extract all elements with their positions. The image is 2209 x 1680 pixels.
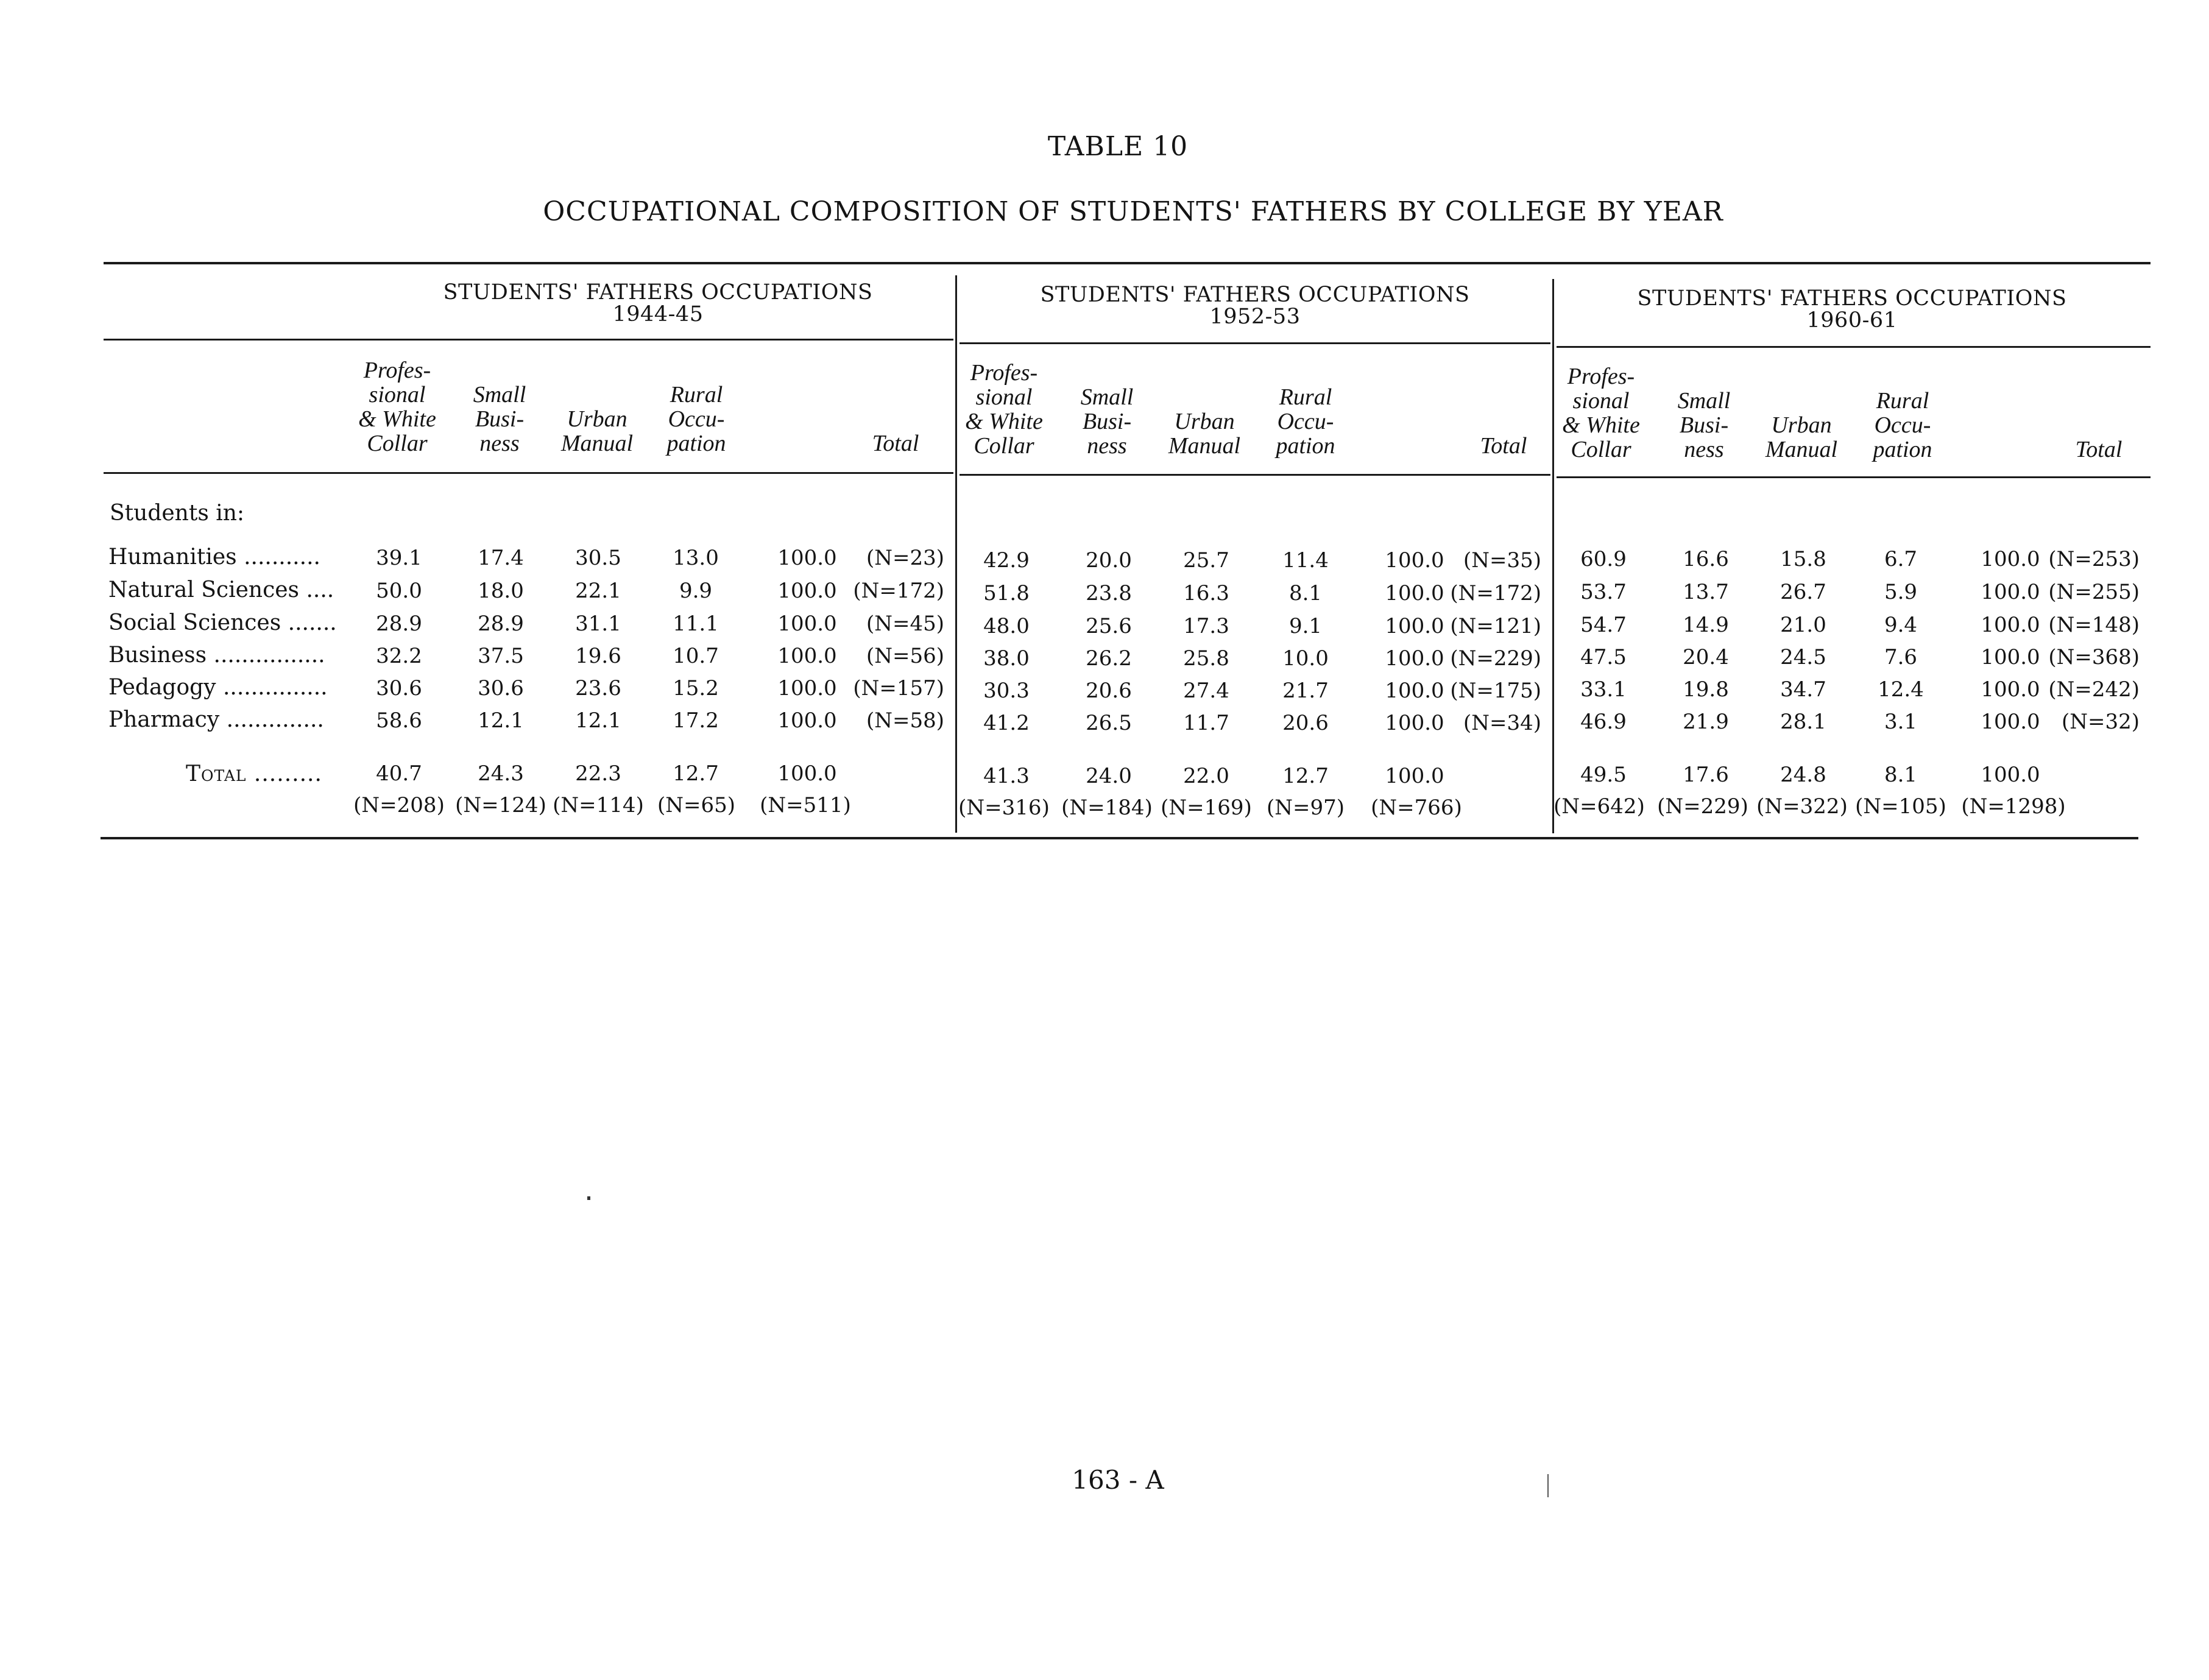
table-cell: 11.7: [1183, 711, 1229, 735]
row-label: Social Sciences .......: [108, 610, 337, 635]
col-head-line: Small: [473, 382, 526, 408]
table-cell: 34.7: [1780, 677, 1826, 702]
table-cell: 28.9: [376, 612, 422, 636]
total-n: (N=114): [553, 793, 644, 817]
col-head-line: Small: [1677, 388, 1731, 414]
group-year: 1960-61: [1806, 308, 1898, 333]
col-head-line: & White: [1562, 412, 1640, 438]
col-head-urban: [561, 407, 633, 456]
total-n: (N=1298): [1961, 794, 2066, 819]
page-number: 163 - A: [1072, 1465, 1164, 1495]
table-cell: 20.6: [1282, 711, 1329, 735]
row-group-label: Students in:: [110, 501, 245, 526]
n-count: (N=175): [1450, 679, 1541, 703]
col-head-line: Occu-: [1874, 412, 1931, 438]
col-head-line: Manual: [1765, 437, 1838, 462]
table-cell: 58.6: [376, 708, 422, 733]
row-label: Pedagogy ...............: [108, 675, 328, 700]
col-head-line: sional: [369, 382, 426, 408]
col-head-line: Rural: [670, 382, 723, 408]
table-cell: 54.7: [1580, 613, 1627, 637]
col-head-line: Profes-: [363, 358, 431, 383]
table-cell: 100.0: [777, 579, 837, 603]
table-cell: 7.6: [1884, 645, 1918, 669]
table-cell: 30.5: [575, 546, 621, 570]
group-heading-text: STUDENTS' FATHERS OCCUPATIONS: [1637, 286, 2067, 311]
col-head-line: ness: [1684, 437, 1724, 462]
table-cell: 50.0: [376, 579, 422, 603]
col-head-line: pation: [1276, 433, 1335, 459]
group-divider-1: [955, 275, 957, 833]
group-heading-rule-1: [104, 339, 953, 341]
col-head-rural: [1276, 385, 1335, 458]
table-cell: 39.1: [376, 546, 422, 570]
table-cell: 28.9: [478, 612, 524, 636]
table-cell: 100.0: [1981, 580, 2040, 604]
col-head-line: Small: [1080, 384, 1134, 410]
table-cell: 5.9: [1884, 580, 1918, 604]
n-count: (N=45): [866, 612, 944, 636]
col-head-line: Rural: [1279, 384, 1332, 410]
table-cell: 32.2: [376, 644, 422, 668]
col-head-line: sional: [1572, 388, 1630, 414]
bottom-rule: [101, 837, 2138, 839]
table-cell: 13.0: [673, 546, 719, 570]
total-pct: 17.6: [1683, 763, 1729, 787]
col-head-line: Profes-: [970, 360, 1038, 386]
col-head-small: [473, 383, 526, 456]
col-head-total: Total: [1480, 433, 1527, 459]
table-subtitle: OCCUPATIONAL COMPOSITION OF STUDENTS' FATHERS BY COLLEGE BY YEAR: [543, 196, 1723, 227]
scan-mark: [1547, 1474, 1549, 1497]
col-head-small: [1678, 389, 1731, 462]
table-cell: 12.1: [575, 708, 621, 733]
table-cell: 23.6: [575, 676, 621, 701]
col-head-line: Busi-: [1679, 412, 1729, 438]
table-cell: 9.1: [1288, 614, 1323, 638]
total-pct: 24.0: [1086, 764, 1132, 788]
table-cell: 21.7: [1282, 679, 1329, 703]
total-pct: 100.0: [777, 761, 837, 786]
table-cell: 100.0: [1385, 679, 1444, 703]
table-cell: 100.0: [777, 676, 837, 701]
total-n: (N=208): [353, 793, 445, 817]
n-count: (N=157): [853, 676, 944, 701]
col-head-line: Urban: [1174, 409, 1235, 434]
table-cell: 21.9: [1683, 710, 1729, 734]
table-cell: 100.0: [777, 644, 837, 668]
col-head-line: Busi-: [1082, 409, 1132, 434]
table-cell: 46.9: [1580, 710, 1627, 734]
col-head-line: Rural: [1876, 388, 1929, 414]
total-pct: 24.8: [1780, 763, 1826, 787]
n-count: (N=58): [866, 708, 944, 733]
group-divider-2: [1552, 279, 1554, 833]
total-n: (N=124): [455, 793, 546, 817]
table-cell: 60.9: [1580, 547, 1627, 571]
table-cell: 26.2: [1086, 646, 1132, 671]
col-head-line: Collar: [974, 433, 1034, 459]
table-title: TABLE 10: [1047, 131, 1189, 162]
table-cell: 19.6: [575, 644, 621, 668]
table-cell: 20.6: [1086, 679, 1132, 703]
col-head-line: Urban: [567, 406, 627, 432]
total-pct: 40.7: [376, 761, 422, 786]
group-heading-text: STUDENTS' FATHERS OCCUPATIONS: [1040, 283, 1470, 307]
table-cell: 100.0: [777, 708, 837, 733]
table-cell: 17.3: [1183, 614, 1229, 638]
col-head-line: pation: [666, 431, 726, 456]
col-head-line: Collar: [1571, 437, 1631, 462]
table-cell: 10.7: [673, 644, 719, 668]
table-cell: 100.0: [777, 546, 837, 570]
table-cell: 8.1: [1288, 581, 1323, 605]
col-head-urban: [1168, 409, 1240, 458]
table-cell: 18.0: [478, 579, 524, 603]
n-count: (N=32): [2061, 710, 2140, 734]
group-heading-1944: [443, 281, 872, 325]
table-cell: 21.0: [1780, 613, 1826, 637]
row-label: Natural Sciences ....: [108, 577, 334, 602]
table-cell: 33.1: [1580, 677, 1627, 702]
row-label: Pharmacy ..............: [108, 707, 324, 732]
table-cell: 37.5: [478, 644, 524, 668]
table-cell: 100.0: [1981, 677, 2040, 702]
table-cell: 26.5: [1086, 711, 1132, 735]
table-cell: 15.8: [1780, 547, 1826, 571]
table-cell: 48.0: [983, 614, 1030, 638]
table-cell: 25.7: [1183, 548, 1229, 573]
table-cell: 16.6: [1683, 547, 1729, 571]
n-count: (N=23): [866, 546, 944, 570]
n-count: (N=242): [2048, 677, 2140, 702]
group-heading-text: STUDENTS' FATHERS OCCUPATIONS: [443, 280, 873, 305]
column-heading-rule-3: [1557, 476, 2151, 478]
total-n: (N=169): [1161, 796, 1252, 820]
col-head-line: Occu-: [1277, 409, 1334, 434]
row-label: Humanities ...........: [108, 545, 320, 570]
col-head-line: ness: [479, 431, 520, 456]
table-cell: 47.5: [1580, 645, 1627, 669]
table-cell: 9.9: [679, 579, 713, 603]
total-n: (N=105): [1855, 794, 1946, 819]
table-cell: 25.8: [1183, 646, 1229, 671]
col-head-line: Busi-: [475, 406, 525, 432]
n-count: (N=121): [1450, 614, 1541, 638]
row-label: Business ................: [108, 643, 325, 668]
column-heading-rule-2: [960, 474, 1550, 476]
group-heading-rule-3: [1557, 346, 2151, 348]
col-head-total: Total: [872, 431, 919, 456]
total-pct: 24.3: [478, 761, 524, 786]
total-pct: 12.7: [673, 761, 719, 786]
n-count: (N=56): [866, 644, 944, 668]
col-head-line: Urban: [1771, 412, 1832, 438]
table-cell: 30.6: [376, 676, 422, 701]
table-cell: 42.9: [983, 548, 1030, 573]
group-year: 1944-45: [612, 302, 704, 326]
table-cell: 53.7: [1580, 580, 1627, 604]
n-count: (N=172): [853, 579, 944, 603]
table-cell: 100.0: [1981, 710, 2040, 734]
total-n: (N=642): [1553, 794, 1645, 819]
col-head-rural: [1873, 389, 1932, 462]
table-cell: 27.4: [1183, 679, 1229, 703]
col-head-line: ness: [1087, 433, 1127, 459]
col-head-small: [1081, 385, 1134, 458]
col-head-line: & White: [358, 406, 436, 432]
col-head-line: Occu-: [668, 406, 725, 432]
top-rule: [104, 262, 2151, 264]
table-cell: 17.2: [673, 708, 719, 733]
table-cell: 100.0: [1385, 711, 1444, 735]
group-heading-1952: [1040, 284, 1469, 328]
col-head-line: Collar: [367, 431, 428, 456]
group-year: 1952-53: [1209, 305, 1301, 329]
col-head-total: Total: [2075, 437, 2122, 462]
col-head-urban: [1765, 413, 1837, 462]
total-n: (N=511): [760, 793, 851, 817]
table-cell: 100.0: [1385, 581, 1444, 605]
table-cell: 100.0: [1385, 548, 1444, 573]
table-cell: 13.7: [1683, 580, 1729, 604]
total-n: (N=322): [1756, 794, 1848, 819]
total-pct: 100.0: [1981, 763, 2040, 787]
col-head-line: Profes-: [1567, 364, 1635, 389]
table-cell: 10.0: [1282, 646, 1329, 671]
table-cell: 15.2: [673, 676, 719, 701]
table-cell: 31.1: [575, 612, 621, 636]
table-cell: 23.8: [1086, 581, 1132, 605]
col-head-line: sional: [975, 384, 1033, 410]
table-cell: 12.4: [1878, 677, 1924, 702]
total-pct: 8.1: [1884, 763, 1918, 787]
table-cell: 28.1: [1780, 710, 1826, 734]
total-n: (N=184): [1061, 796, 1153, 820]
col-head-prof: [965, 361, 1043, 458]
table-cell: 100.0: [1981, 645, 2040, 669]
total-pct: 49.5: [1580, 763, 1627, 787]
total-n: (N=229): [1657, 794, 1748, 819]
column-heading-rule-1: [104, 472, 953, 474]
table-cell: 20.0: [1086, 548, 1132, 573]
n-count: (N=253): [2048, 547, 2140, 571]
table-cell: 100.0: [1981, 613, 2040, 637]
table-cell: 17.4: [478, 546, 524, 570]
n-count: (N=148): [2048, 613, 2140, 637]
total-n: (N=65): [657, 793, 736, 817]
table-cell: 22.1: [575, 579, 621, 603]
table-cell: 16.3: [1183, 581, 1229, 605]
group-heading-1960: [1637, 288, 2066, 331]
table-cell: 12.1: [478, 708, 524, 733]
n-count: (N=368): [2048, 645, 2140, 669]
table-cell: 41.2: [983, 711, 1030, 735]
table-cell: 51.8: [983, 581, 1030, 605]
n-count: (N=255): [2048, 580, 2140, 604]
n-count: (N=35): [1463, 548, 1541, 573]
table-cell: 6.7: [1884, 547, 1918, 571]
col-head-line: Manual: [560, 431, 634, 456]
table-cell: 26.7: [1780, 580, 1826, 604]
table-cell: 100.0: [777, 612, 837, 636]
n-count: (N=229): [1450, 646, 1541, 671]
col-head-prof: [358, 358, 436, 456]
table-cell: 30.6: [478, 676, 524, 701]
total-pct: 22.3: [575, 761, 621, 786]
col-head-prof: [1562, 364, 1640, 462]
table-cell: 100.0: [1385, 614, 1444, 638]
table-cell: 30.3: [983, 679, 1030, 703]
n-count: (N=34): [1463, 711, 1541, 735]
table-cell: 9.4: [1884, 613, 1918, 637]
total-n: (N=97): [1266, 796, 1345, 820]
total-n: (N=766): [1371, 796, 1462, 820]
table-cell: 20.4: [1683, 645, 1729, 669]
col-head-line: pation: [1873, 437, 1932, 462]
table-cell: 24.5: [1780, 645, 1826, 669]
table-cell: 19.8: [1683, 677, 1729, 702]
col-head-rural: [666, 383, 726, 456]
col-head-line: Manual: [1168, 433, 1241, 459]
total-row-label: Total .........: [186, 761, 322, 786]
n-count: (N=172): [1450, 581, 1541, 605]
total-pct: 22.0: [1183, 764, 1229, 788]
table-cell: 14.9: [1683, 613, 1729, 637]
total-pct: 41.3: [983, 764, 1030, 788]
scan-mark: [587, 1196, 590, 1200]
table-cell: 11.4: [1282, 548, 1329, 573]
total-n: (N=316): [958, 796, 1050, 820]
table-cell: 3.1: [1884, 710, 1918, 734]
total-pct: 100.0: [1385, 764, 1444, 788]
table-cell: 11.1: [673, 612, 719, 636]
total-pct: 12.7: [1282, 764, 1329, 788]
table-cell: 38.0: [983, 646, 1030, 671]
table-cell: 100.0: [1981, 547, 2040, 571]
table-cell: 100.0: [1385, 646, 1444, 671]
table-cell: 25.6: [1086, 614, 1132, 638]
col-head-line: & White: [965, 409, 1043, 434]
group-heading-rule-2: [960, 342, 1550, 344]
